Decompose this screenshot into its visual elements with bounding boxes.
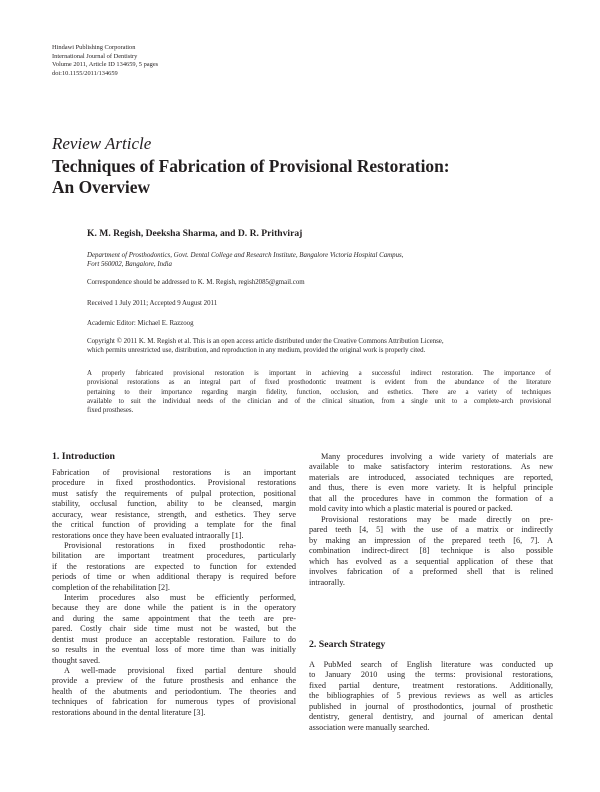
text-line: techniques of fabrication for numerous types of provisional xyxy=(52,697,296,707)
paragraph xyxy=(52,593,296,666)
text-line: thought saved. xyxy=(52,655,101,665)
paragraph xyxy=(309,660,553,733)
paragraph xyxy=(52,666,296,718)
text-line: which has evolved as a sequential application of these that xyxy=(309,556,553,566)
paragraph xyxy=(309,452,553,515)
copyright-notice xyxy=(87,337,557,356)
text-line: mold cavity into which a plastic material is poured or packed. xyxy=(309,504,513,514)
text-line: combination indirect-direct [8] technique is also possible xyxy=(309,546,553,556)
text-line: restorations once they have been evaluated intraorally [1]. xyxy=(52,530,244,540)
received-dates: Received 1 July 2011; Accepted 9 August 2011 xyxy=(87,300,218,307)
text-line: must satisfy the requirements of pulpal protection, positional xyxy=(52,488,296,498)
text-line: completion of the rehabilitation [2]. xyxy=(52,582,170,592)
text-line: dentist must produce an acceptable restoration. Failure to do xyxy=(52,634,296,644)
abstract-line: fixed prostheses. xyxy=(87,407,134,415)
publisher-name: Hindawi Publishing Corporation xyxy=(52,44,136,51)
affiliation-line: Fort 560002, Bangalore, India xyxy=(87,261,172,269)
text-line: restorations abound in the dental literature [3]. xyxy=(52,707,206,717)
copyright-line: which permits unrestricted use, distribution, and reproduction in any medium, provided the original work is properly cited. xyxy=(87,347,426,355)
abstract-line: A properly fabricated provisional restoration is important in achieving a successful indirect restoration. The importance of xyxy=(87,370,551,377)
text-line: association were manually searched. xyxy=(309,722,430,732)
text-line: provide a preview of the future prosthesis and enhance the xyxy=(52,676,296,686)
paragraph xyxy=(309,515,553,588)
section-heading-search-strategy: 2. Search Strategy xyxy=(309,639,386,650)
text-line: Fabrication of provisional restorations is an important xyxy=(52,468,296,477)
text-line: involves fabrication of a preformed shell that is relined xyxy=(309,567,553,577)
text-line: that all the procedures have in common the formation of a xyxy=(309,493,553,503)
journal-name: International Journal of Dentistry xyxy=(52,52,138,60)
text-line: if the restorations are expected to function for extended xyxy=(52,561,296,571)
text-line: pared teeth [4, 5] with the use of a matrix or indirectly xyxy=(309,525,553,535)
text-line: materials are introduced, associated techniques are reported, xyxy=(309,472,553,482)
author-list: K. M. Regish, Deeksha Sharma, and D. R. Prithviraj xyxy=(87,228,303,239)
abstract-line: provisional restorations as an integral part of fixed prosthodontic treatment is evident from the abundance of the literature xyxy=(87,379,551,387)
text-line: and during the same appointment that the teeth are pre- xyxy=(52,613,296,623)
section-heading-introduction: 1. Introduction xyxy=(52,451,115,462)
paragraph xyxy=(52,468,296,541)
text-line: bilitation are important treatment procedures, particularly xyxy=(52,551,296,561)
text-line: accuracy, wear resistance, strength, and esthetics. They serve xyxy=(52,509,296,519)
text-line: available to make satisfactory interim restorations. As new xyxy=(309,462,553,472)
text-line: published in journal of prosthodontics, journal of prosthetic xyxy=(309,701,553,711)
volume-info: Volume 2011, Article ID 134659, 5 pages xyxy=(52,61,159,69)
text-line: Interim procedures also must be efficiently performed, xyxy=(64,593,296,602)
text-line: Provisional restorations may be made directly on pre- xyxy=(321,515,553,524)
abstract-line: available to suit the individual needs of the clinician and of the clinical situation, from a single unit to a complete-arch provisional xyxy=(87,397,551,405)
paragraph xyxy=(52,541,296,593)
text-line: health of the abutments and periodontium. The theories and xyxy=(52,686,296,696)
article-type: Review Article xyxy=(52,134,152,153)
abstract-line: pertaining to their importance regarding margin fidelity, function, occlusion, and esthetics. There are a variety of techniques xyxy=(87,388,551,396)
text-line: because they are done while the patient is in the operatory xyxy=(52,603,296,613)
text-line: A well-made provisional fixed partial denture should xyxy=(64,666,296,675)
text-line: pared. Costly chair side time must not be wasted, but the xyxy=(52,624,296,634)
title-line: An Overview xyxy=(52,177,151,197)
doi: doi:10.1155/2011/134659 xyxy=(52,69,118,77)
copyright-line: Copyright © 2011 K. M. Regish et al. This is an open access article distributed under the Creative Commons Attribution License, xyxy=(87,338,444,345)
text-line: procedure in fixed prosthodontics. Provisional restorations xyxy=(52,478,296,488)
article-title xyxy=(52,156,572,198)
text-line: the bibliographies of 5 previous reviews as well as articles xyxy=(309,691,553,701)
text-line: so results in the eventual loss of more time than was initially xyxy=(52,645,296,655)
affiliation-line: Department of Prosthodontics, Govt. Dental College and Research Institute, Bangalore Victoria Hospital Campus, xyxy=(87,252,404,259)
text-line: and thus, there is even more variety. It is helpful principle xyxy=(309,483,553,493)
correspondence-note: Correspondence should be addressed to K. M. Regish, regish2085@gmail.com xyxy=(87,279,305,286)
text-line: periods of time or when additional therapy is required before xyxy=(52,572,296,582)
academic-editor: Academic Editor: Michael E. Razzoog xyxy=(87,320,194,327)
text-line: by making an impression of the prepared teeth [6, 7]. A xyxy=(309,535,553,545)
title-line: Techniques of Fabrication of Provisional Restoration: xyxy=(52,156,450,176)
abstract xyxy=(87,369,551,415)
text-line: to January 2010 using the terms: provisional restorations, xyxy=(309,670,553,680)
text-line: A PubMed search of English literature was conducted up xyxy=(309,660,553,669)
text-line: Provisional restorations in fixed prosthodontic reha- xyxy=(64,541,296,550)
journal-header xyxy=(52,44,158,78)
text-line: Many procedures involving a wide variety of materials are xyxy=(321,452,553,461)
text-line: fixed partial denture, treatment restorations. Additionally, xyxy=(309,680,553,690)
text-line: the critical function of providing a template for the final xyxy=(52,520,296,530)
text-line: stability, occlusal function, ability to be cleansed, margin xyxy=(52,499,296,509)
text-line: intraorally. xyxy=(309,577,345,587)
affiliation xyxy=(87,251,557,270)
text-line: dentistry, general dentistry, and journal of american dental xyxy=(309,712,553,722)
